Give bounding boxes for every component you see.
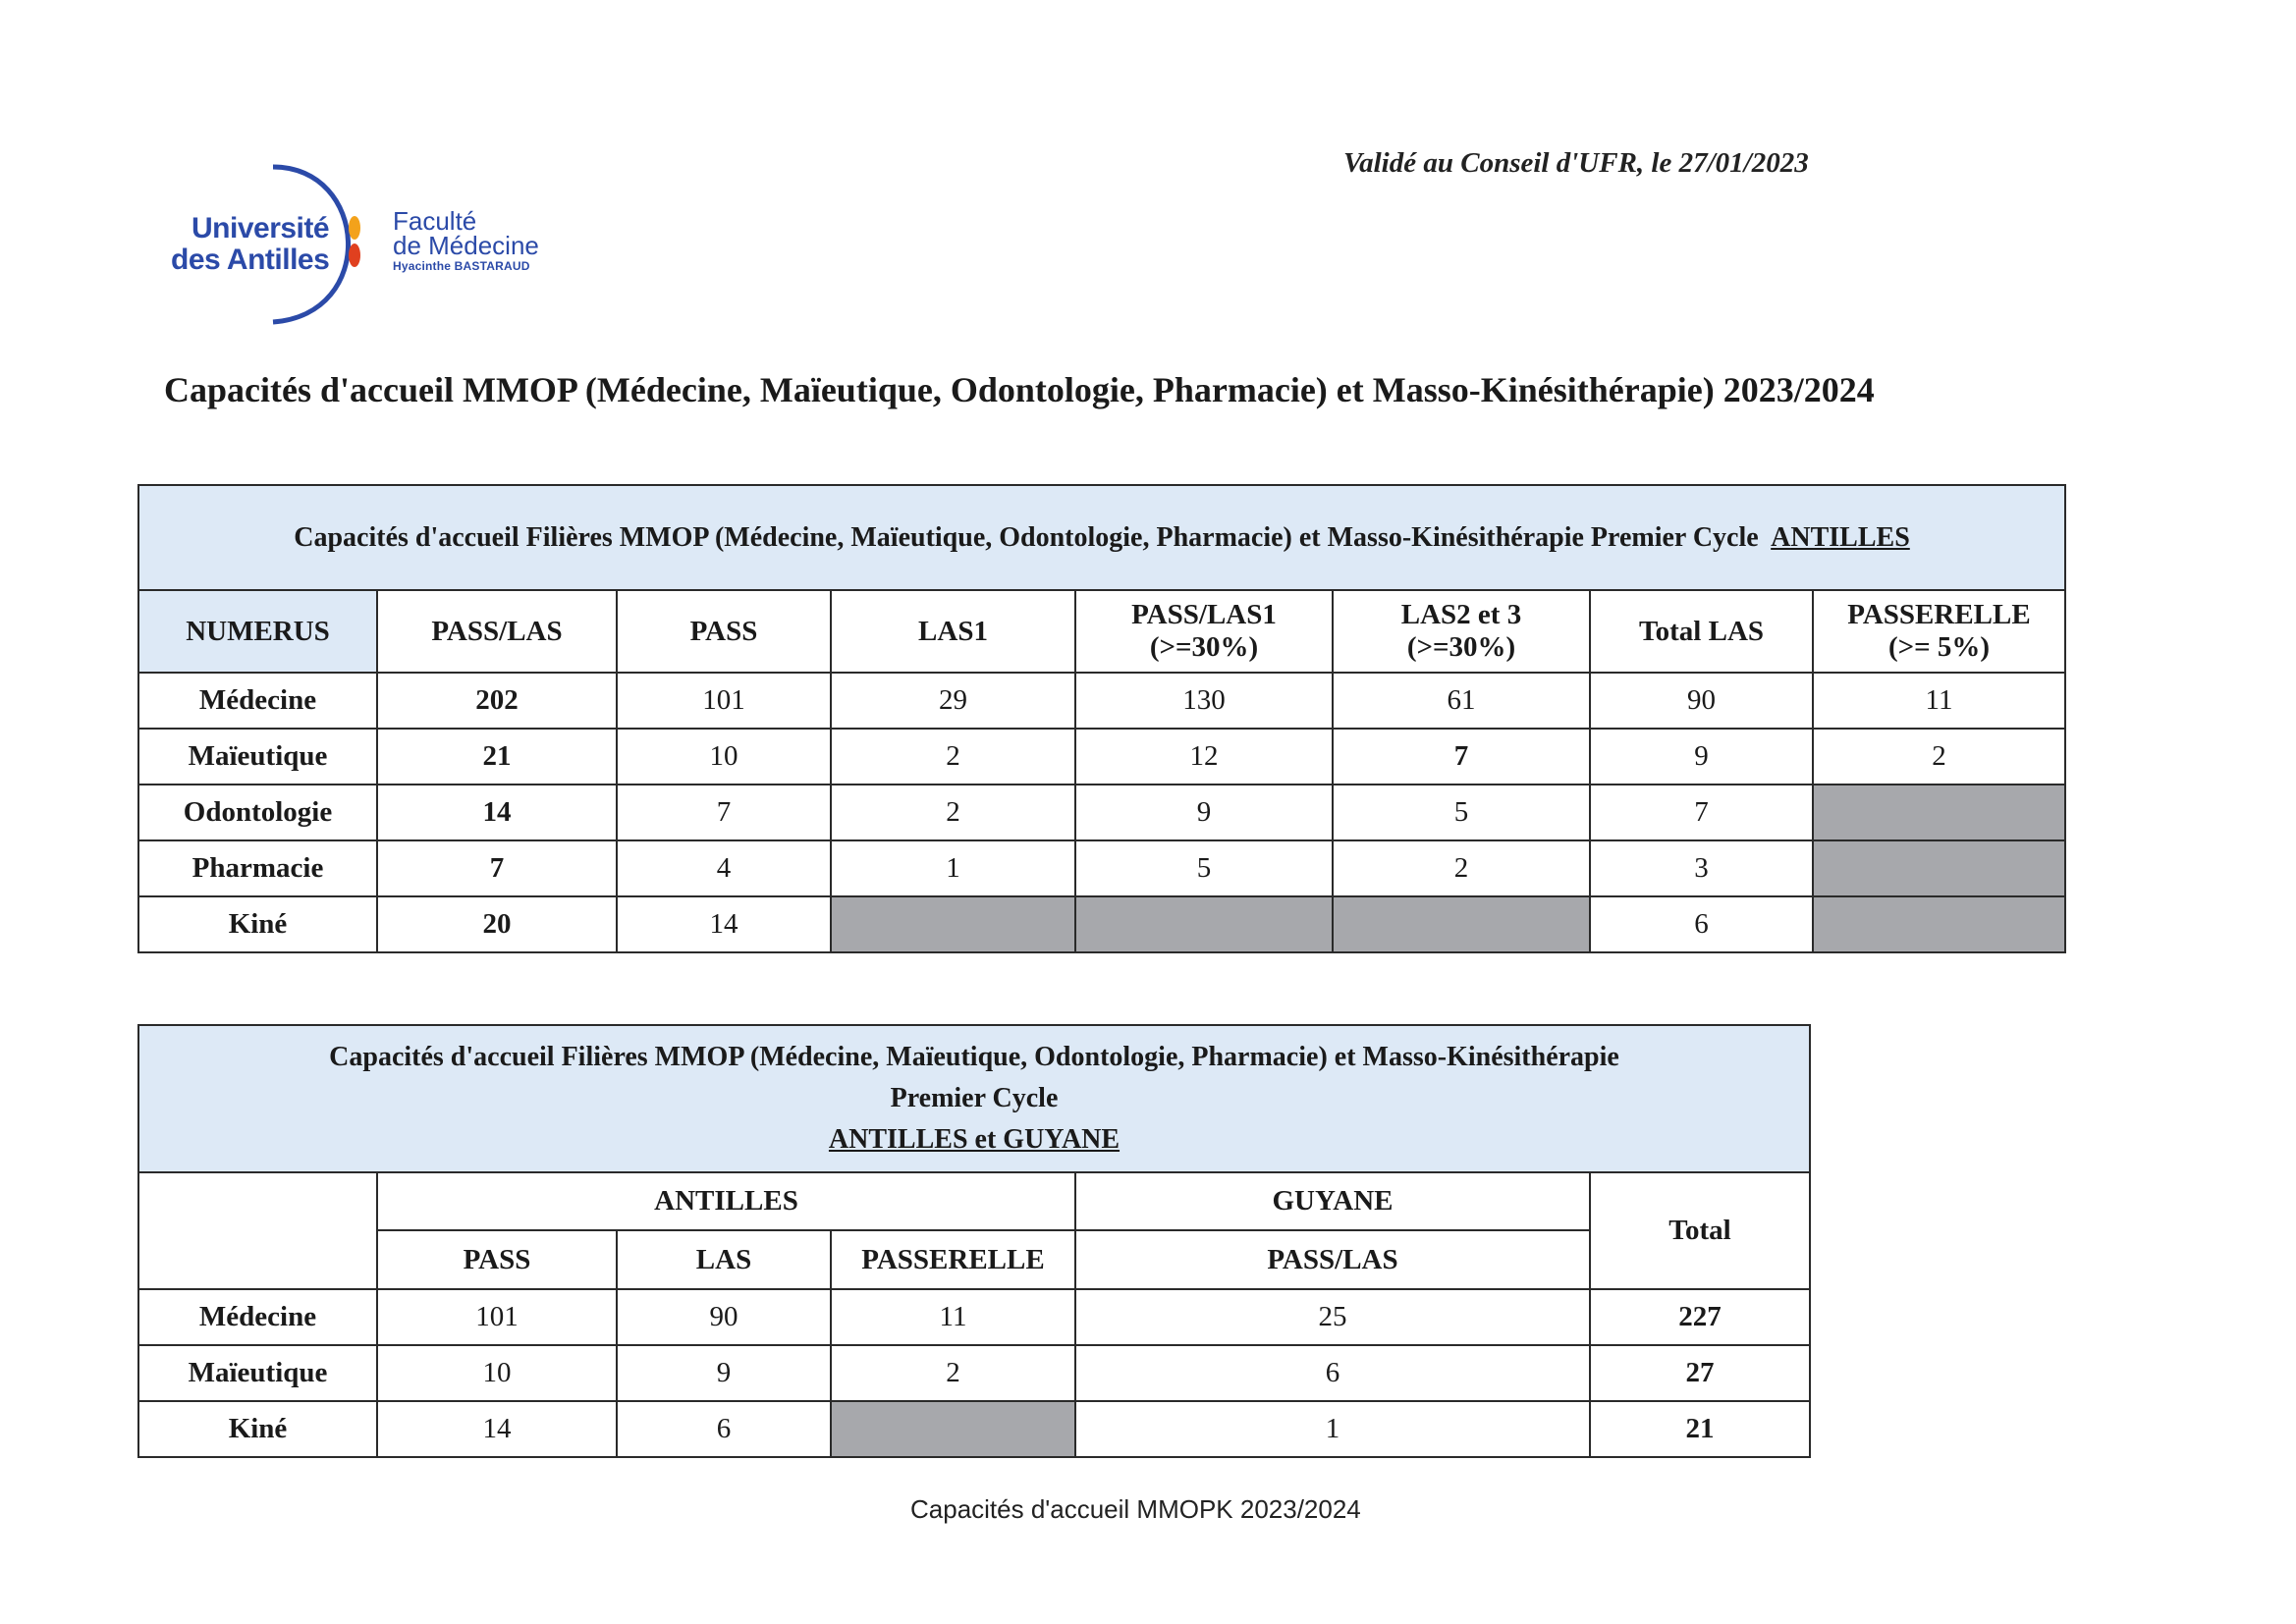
cell-pass: 101 — [617, 673, 831, 729]
cell-las1: 2 — [831, 729, 1075, 785]
cell-pass: 7 — [617, 785, 831, 840]
table2-corner-empty — [138, 1172, 377, 1289]
header-group-antilles: ANTILLES — [377, 1172, 1075, 1230]
cell-pass-las: 21 — [377, 729, 617, 785]
header-numerus: NUMERUS — [138, 590, 377, 673]
cell-empty-gray — [1075, 896, 1333, 952]
cell-pass-las: 14 — [377, 785, 617, 840]
cell-pass-las: 20 — [377, 896, 617, 952]
cell-pass: 10 — [617, 729, 831, 785]
cell-total: 227 — [1590, 1289, 1810, 1345]
table-row — [138, 1401, 1810, 1457]
header-guyane-pass-las: PASS/LAS — [1075, 1230, 1590, 1289]
table2-title-line3: ANTILLES et GUYANE — [828, 1124, 1121, 1155]
cell-las: 90 — [617, 1289, 831, 1345]
cell-las2-3: 5 — [1333, 785, 1590, 840]
header-las2-3-line1: LAS2 et 3 — [1400, 599, 1522, 630]
row-label: Kiné — [138, 896, 377, 952]
cell-passerelle: 2 — [831, 1345, 1075, 1401]
cell-total: 27 — [1590, 1345, 1810, 1401]
cell-las2-3: 7 — [1333, 729, 1590, 785]
cell-las2-3: 2 — [1333, 840, 1590, 896]
cell-las2-3: 61 — [1333, 673, 1590, 729]
cell-las1: 29 — [831, 673, 1075, 729]
table1-title: Capacités d'accueil Filières MMOP (Médecine, Maïeutique, Odontologie, Pharmacie) et Masso-Kinésithérapie Premier Cycle — [294, 521, 1759, 553]
cell-total: 21 — [1590, 1401, 1810, 1457]
cell-pass-las: 202 — [377, 673, 617, 729]
header-passerelle — [1813, 590, 2065, 673]
header-pass-las: PASS/LAS — [377, 590, 617, 673]
cell-empty-gray — [1813, 840, 2065, 896]
cell-pass-las1: 5 — [1075, 840, 1333, 896]
page-title: Capacités d'accueil MMOP (Médecine, Maïeutique, Odontologie, Pharmacie) et Masso-Kinésithérapie) 2023/2024 — [164, 370, 1875, 409]
cell-pass: 10 — [377, 1345, 617, 1401]
cell-total-las: 7 — [1590, 785, 1813, 840]
table2-title-band — [138, 1025, 1810, 1172]
table2-title-line2: Premier Cycle — [890, 1083, 1059, 1113]
header-las1: LAS1 — [831, 590, 1075, 673]
table-row — [138, 840, 2065, 896]
cell-passerelle: 11 — [1813, 673, 2065, 729]
row-label: Maïeutique — [138, 1345, 377, 1401]
cell-passerelle: 11 — [831, 1289, 1075, 1345]
cell-pass-las: 7 — [377, 840, 617, 896]
table-row — [138, 673, 2065, 729]
cell-total-las: 3 — [1590, 840, 1813, 896]
cell-pass-las1: 12 — [1075, 729, 1333, 785]
header-passerelle: PASSERELLE — [831, 1230, 1075, 1289]
header-las: LAS — [617, 1230, 831, 1289]
faculty-name-line2: de Médecine — [393, 231, 539, 260]
validation-note: Validé au Conseil d'UFR, le 27/01/2023 — [1343, 147, 1809, 179]
faculty-name-line3: Hyacinthe BASTARAUD — [393, 259, 530, 273]
header-total-las: Total LAS — [1590, 590, 1813, 673]
header-pass: PASS — [377, 1230, 617, 1289]
row-label: Pharmacie — [138, 840, 377, 896]
row-label: Odontologie — [138, 785, 377, 840]
cell-guyane: 1 — [1075, 1401, 1590, 1457]
cell-las: 9 — [617, 1345, 831, 1401]
cell-pass: 14 — [377, 1401, 617, 1457]
row-label: Maïeutique — [138, 729, 377, 785]
university-name-line1: Université — [191, 212, 330, 244]
header-las2-3-line2: (>=30%) — [1406, 631, 1516, 663]
page-footer: Capacités d'accueil MMOPK 2023/2024 — [910, 1494, 1361, 1524]
faculty-name-line1: Faculté — [393, 206, 477, 236]
header-group-guyane: GUYANE — [1075, 1172, 1590, 1230]
header-pass-las1 — [1075, 590, 1333, 673]
cell-pass: 4 — [617, 840, 831, 896]
cell-empty-gray — [1813, 785, 2065, 840]
cell-las1: 2 — [831, 785, 1075, 840]
antilles-capacity-table — [137, 484, 2066, 953]
university-logo — [167, 157, 560, 329]
university-name-line2: des Antilles — [171, 244, 330, 276]
table-row — [138, 785, 2065, 840]
cell-guyane: 6 — [1075, 1345, 1590, 1401]
cell-passerelle: 2 — [1813, 729, 2065, 785]
header-las2-3 — [1333, 590, 1590, 673]
header-passerelle-line2: (>= 5%) — [1887, 631, 1991, 663]
cell-empty-gray — [1813, 896, 2065, 952]
cell-las: 6 — [617, 1401, 831, 1457]
table1-title-band — [138, 485, 2065, 590]
cell-empty-gray — [831, 1401, 1075, 1457]
header-pass-las1-line1: PASS/LAS1 — [1131, 599, 1277, 630]
header-passerelle-line1: PASSERELLE — [1847, 599, 2031, 630]
row-label: Médecine — [138, 673, 377, 729]
header-pass-las1-line2: (>=30%) — [1149, 631, 1259, 663]
cell-empty-gray — [1333, 896, 1590, 952]
header-total: Total — [1590, 1172, 1810, 1289]
cell-pass: 101 — [377, 1289, 617, 1345]
cell-pass-las1: 9 — [1075, 785, 1333, 840]
table-row — [138, 1289, 1810, 1345]
cell-total-las: 6 — [1590, 896, 1813, 952]
cell-total-las: 9 — [1590, 729, 1813, 785]
table-row — [138, 1345, 1810, 1401]
header-pass: PASS — [617, 590, 831, 673]
row-label: Médecine — [138, 1289, 377, 1345]
cell-empty-gray — [831, 896, 1075, 952]
cell-guyane: 25 — [1075, 1289, 1590, 1345]
row-label: Kiné — [138, 1401, 377, 1457]
table2-title-line1: Capacités d'accueil Filières MMOP (Médecine, Maïeutique, Odontologie, Pharmacie) et Masso-Kinésithérapie — [329, 1042, 1619, 1072]
cell-pass-las1: 130 — [1075, 673, 1333, 729]
table-row — [138, 896, 2065, 952]
antilles-guyane-capacity-table — [137, 1024, 1811, 1458]
cell-pass: 14 — [617, 896, 831, 952]
cell-las1: 1 — [831, 840, 1075, 896]
table-row — [138, 729, 2065, 785]
cell-total-las: 90 — [1590, 673, 1813, 729]
table1-region: ANTILLES — [1771, 521, 1910, 553]
